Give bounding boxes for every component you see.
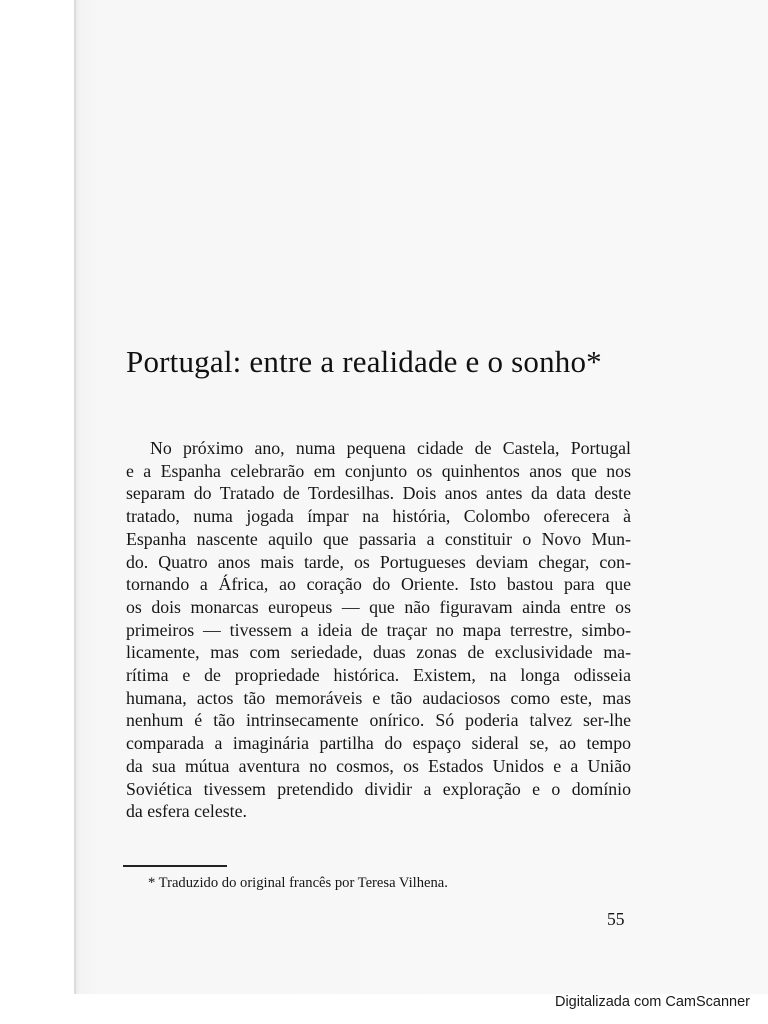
paragraph-line: licamente, mas com seriedade, duas zonas de exclusividade ma- bbox=[126, 642, 631, 663]
paragraph-line: e a Espanha celebrarão em conjunto os quinhentos anos que nos bbox=[126, 460, 631, 481]
paragraph-line: rítima e de propriedade histórica. Existem, na longa odisseia bbox=[126, 665, 631, 686]
paragraph-line: Espanha nascente aquilo que passaria a constituir o Novo Mun- bbox=[126, 528, 631, 549]
scanner-watermark: Digitalizada com CamScanner bbox=[554, 994, 750, 1010]
paragraph-line: tratado, numa jogada ímpar na história, Colombo oferecera à bbox=[126, 506, 631, 527]
page-number: 55 bbox=[607, 909, 625, 929]
paragraph-line: da sua mútua aventura no cosmos, os Estados Unidos e a União bbox=[126, 755, 631, 776]
paragraph-line: os dois monarcas europeus — que não figuravam ainda entre os bbox=[126, 596, 631, 617]
paragraph-line: separam do Tratado de Tordesilhas. Dois anos antes da data deste bbox=[126, 483, 631, 504]
page-edge-shadow bbox=[74, 0, 76, 994]
chapter-title: Portugal: entre a realidade e o sonho* bbox=[126, 344, 602, 379]
paragraph-line: tornando a África, ao coração do Oriente. Isto bastou para que bbox=[126, 574, 631, 595]
body-paragraph bbox=[126, 437, 631, 823]
paragraph-line: da esfera celeste. bbox=[126, 801, 247, 822]
footnote: * Traduzido do original francês por Teresa Vilhena. bbox=[148, 875, 448, 891]
paragraph-line: primeiros — tivessem a ideia de traçar no mapa terrestre, simbo- bbox=[126, 619, 631, 640]
paragraph-line: No próximo ano, numa pequena cidade de Castela, Portugal bbox=[150, 438, 631, 458]
paragraph-line: do. Quatro anos mais tarde, os Portugueses deviam chegar, con- bbox=[126, 551, 631, 572]
paragraph-line: nenhum é tão intrinsecamente onírico. Só poderia talvez ser-lhe bbox=[126, 710, 631, 731]
footnote-divider bbox=[123, 865, 227, 867]
paragraph-line: Soviética tivessem pretendido dividir a exploração e o domínio bbox=[126, 778, 631, 799]
paragraph-line: comparada a imaginária partilha do espaço sideral se, ao tempo bbox=[126, 733, 631, 754]
paragraph-line: humana, actos tão memoráveis e tão audaciosos como este, mas bbox=[126, 687, 631, 708]
